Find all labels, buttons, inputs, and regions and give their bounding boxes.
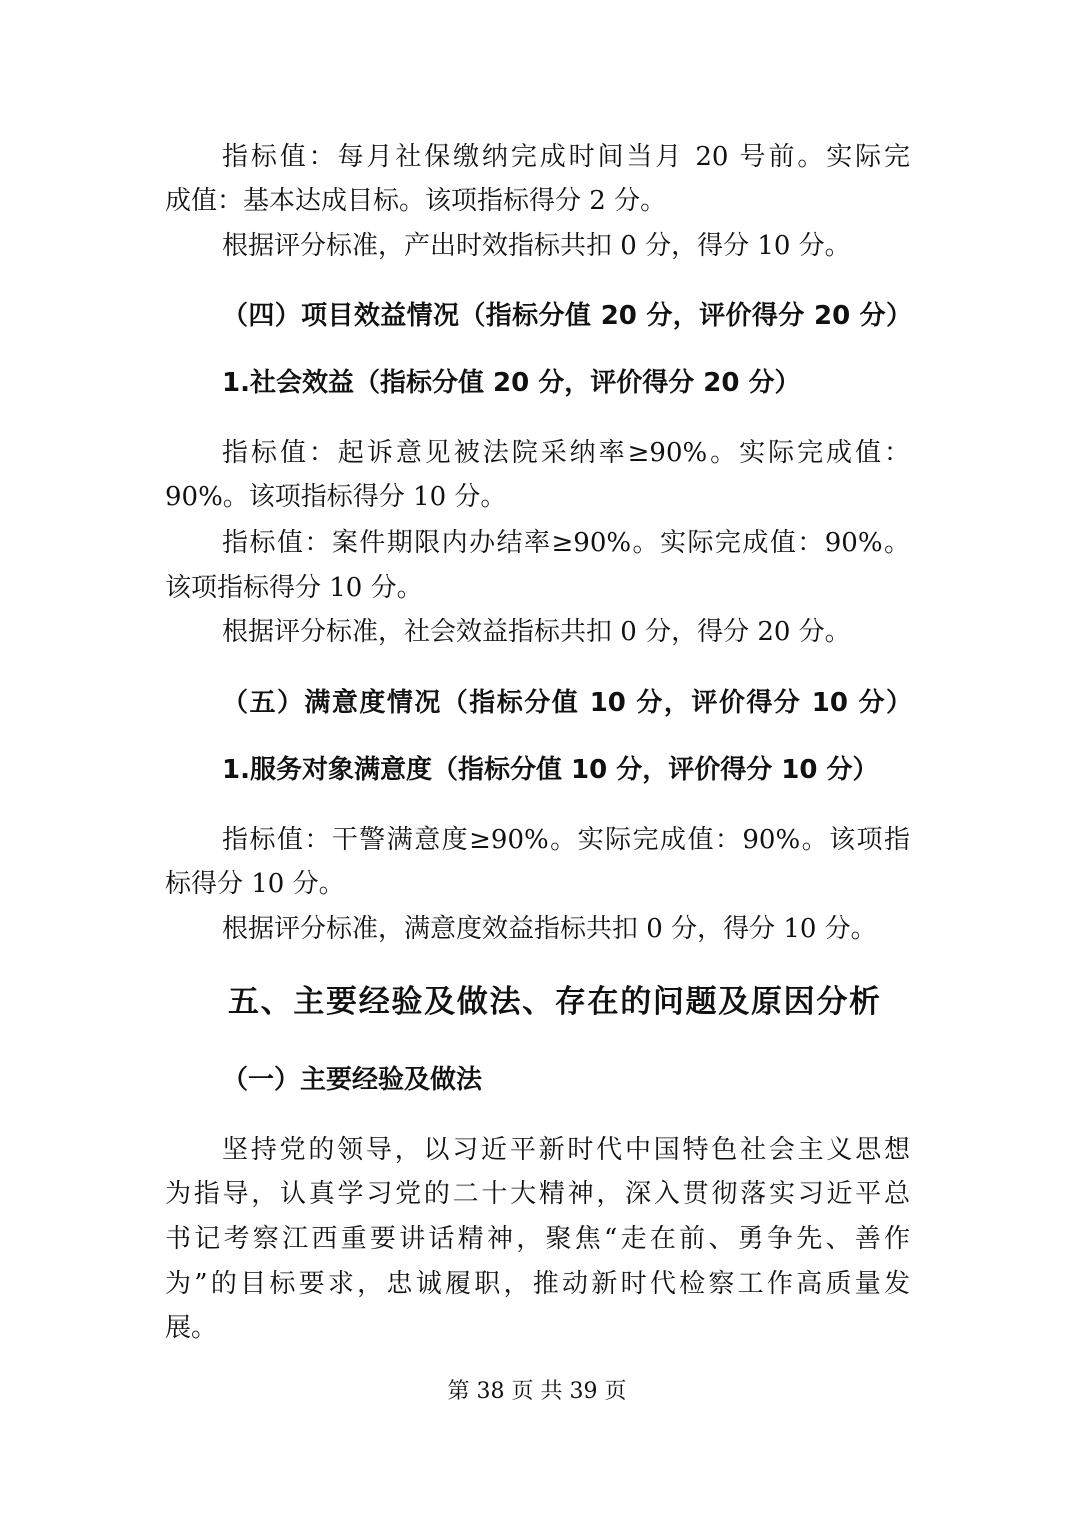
section-heading: （四）项目效益情况（指标分值 20 分，评价得分 20 分）	[222, 301, 912, 331]
paragraph-line: 为”的目标要求，忠诚履职，推动新时代检察工作高质量发	[165, 1269, 910, 1299]
paragraph-line: 成值：基本达成目标。该项指标得分 2 分。	[165, 186, 667, 216]
paragraph-line: 书记考察江西重要讲话精神，聚焦“走在前、勇争先、善作	[165, 1224, 910, 1254]
paragraph-line: 为指导，认真学习党的二十大精神，深入贯彻落实习近平总	[165, 1179, 910, 1209]
paragraph-line: 90%。该项指标得分 10 分。	[165, 482, 507, 512]
paragraph-line: 该项指标得分 10 分。	[165, 573, 423, 603]
paragraph-line: 指标值：干警满意度≥90%。实际完成值：90%。该项指	[222, 825, 910, 855]
paragraph-line: 展。	[165, 1313, 218, 1343]
section-heading: （一）主要经验及做法	[222, 1065, 483, 1095]
subsection-heading: 1.服务对象满意度（指标分值 10 分，评价得分 10 分）	[222, 755, 879, 785]
chapter-heading: 五、主要经验及做法、存在的问题及原因分析	[228, 984, 880, 1020]
paragraph-line: 坚持党的领导，以习近平新时代中国特色社会主义思想	[222, 1135, 910, 1165]
paragraph-line: 指标值：每月社保缴纳完成时间当月 20 号前。实际完	[222, 142, 910, 172]
section-heading: （五）满意度情况（指标分值 10 分，评价得分 10 分）	[222, 688, 912, 718]
paragraph-line: 根据评分标准，社会效益指标共扣 0 分，得分 20 分。	[222, 617, 851, 647]
paragraph-line: 标得分 10 分。	[165, 869, 345, 899]
page-number: 第 38 页 共 39 页	[447, 1379, 627, 1404]
paragraph-line: 指标值：起诉意见被法院采纳率≥90%。实际完成值：	[222, 438, 910, 468]
paragraph-line: 根据评分标准，产出时效指标共扣 0 分，得分 10 分。	[222, 231, 851, 261]
paragraph-line: 指标值：案件期限内办结率≥90%。实际完成值：90%。	[222, 528, 910, 558]
subsection-heading: 1.社会效益（指标分值 20 分，评价得分 20 分）	[222, 368, 801, 398]
paragraph-line: 根据评分标准，满意度效益指标共扣 0 分，得分 10 分。	[222, 914, 877, 944]
